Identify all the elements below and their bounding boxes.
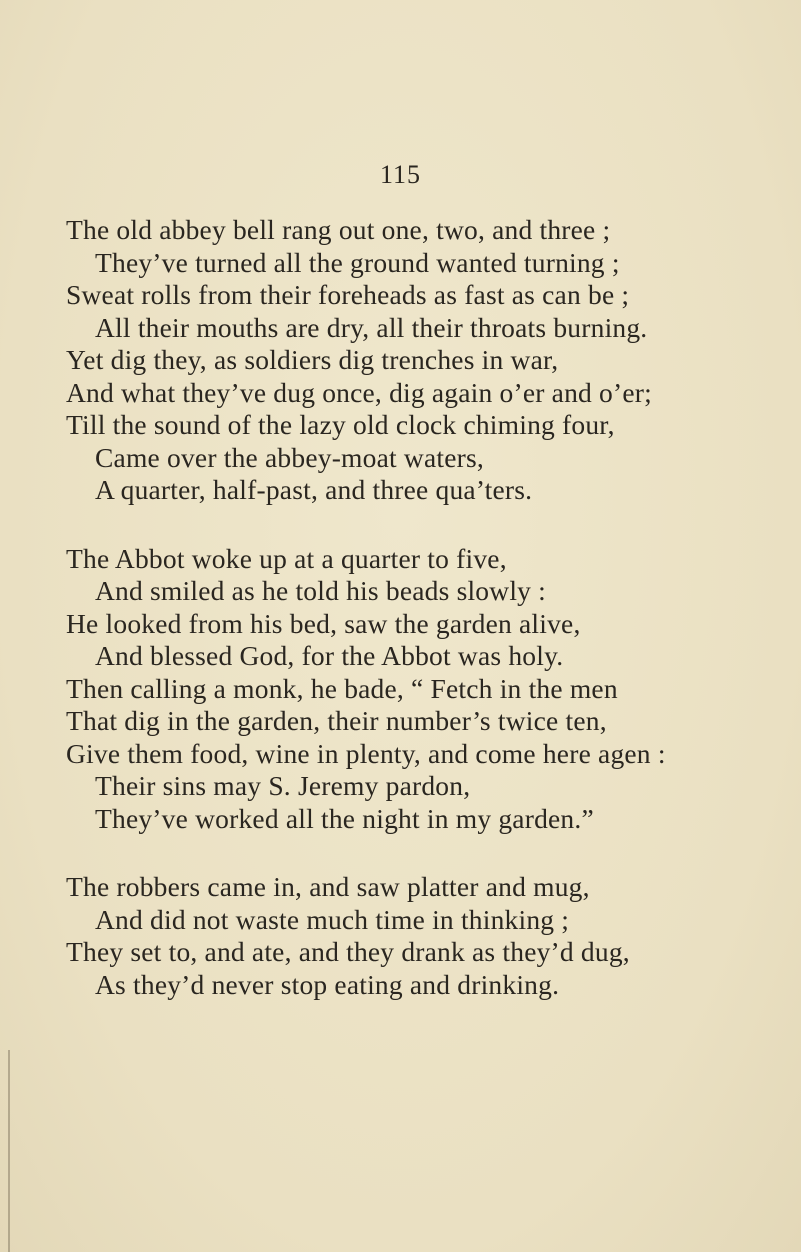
- poem-line: They’ve turned all the ground wanted turning ;: [95, 246, 620, 278]
- poem-line: He looked from his bed, saw the garden alive,: [66, 607, 581, 639]
- poem-line: Came over the abbey-moat waters,: [95, 441, 484, 473]
- poem-line: Give them food, wine in plenty, and come here agen :: [66, 737, 666, 769]
- poem-line: They’ve worked all the night in my garden.”: [95, 802, 594, 834]
- poem-line: Then calling a monk, he bade, “ Fetch in the men: [66, 672, 618, 704]
- poem-line: The Abbot woke up at a quarter to five,: [66, 542, 507, 574]
- poem-line: That dig in the garden, their number’s twice ten,: [66, 705, 607, 736]
- page-edge-line: [8, 1050, 10, 1252]
- stanza-2: [66, 543, 786, 836]
- poem-line: The robbers came in, and saw platter and mug,: [66, 871, 590, 902]
- poem-line: And blessed God, for the Abbot was holy.: [95, 640, 564, 671]
- poem-line: As they’d never stop eating and drinking.: [95, 968, 560, 1000]
- poem-line: Till the sound of the lazy old clock chiming four,: [66, 409, 615, 440]
- poem-line: And did not waste much time in thinking ;: [95, 903, 570, 935]
- poem-line: All their mouths are dry, all their throats burning.: [95, 311, 648, 343]
- poem-line: Yet dig they, as soldiers dig trenches in war,: [66, 344, 559, 375]
- poem-line: And smiled as he told his beads slowly :: [95, 575, 547, 606]
- stanza-1: [66, 214, 786, 507]
- poem-line: Sweat rolls from their foreheads as fast as can be ;: [66, 279, 630, 310]
- poem-line: A quarter, half-past, and three qua’ters.: [95, 474, 533, 505]
- poem-line: Their sins may S. Jeremy pardon,: [95, 770, 471, 801]
- poem-line: The old abbey bell rang out one, two, and three ;: [66, 214, 611, 245]
- poem-body: [66, 214, 786, 1037]
- poem-line: They set to, and ate, and they drank as they’d dug,: [66, 936, 630, 967]
- poem-line: And what they’ve dug once, dig again o’er and o’er;: [66, 376, 652, 408]
- stanza-3: [66, 871, 786, 1001]
- page-number: 115: [379, 160, 422, 189]
